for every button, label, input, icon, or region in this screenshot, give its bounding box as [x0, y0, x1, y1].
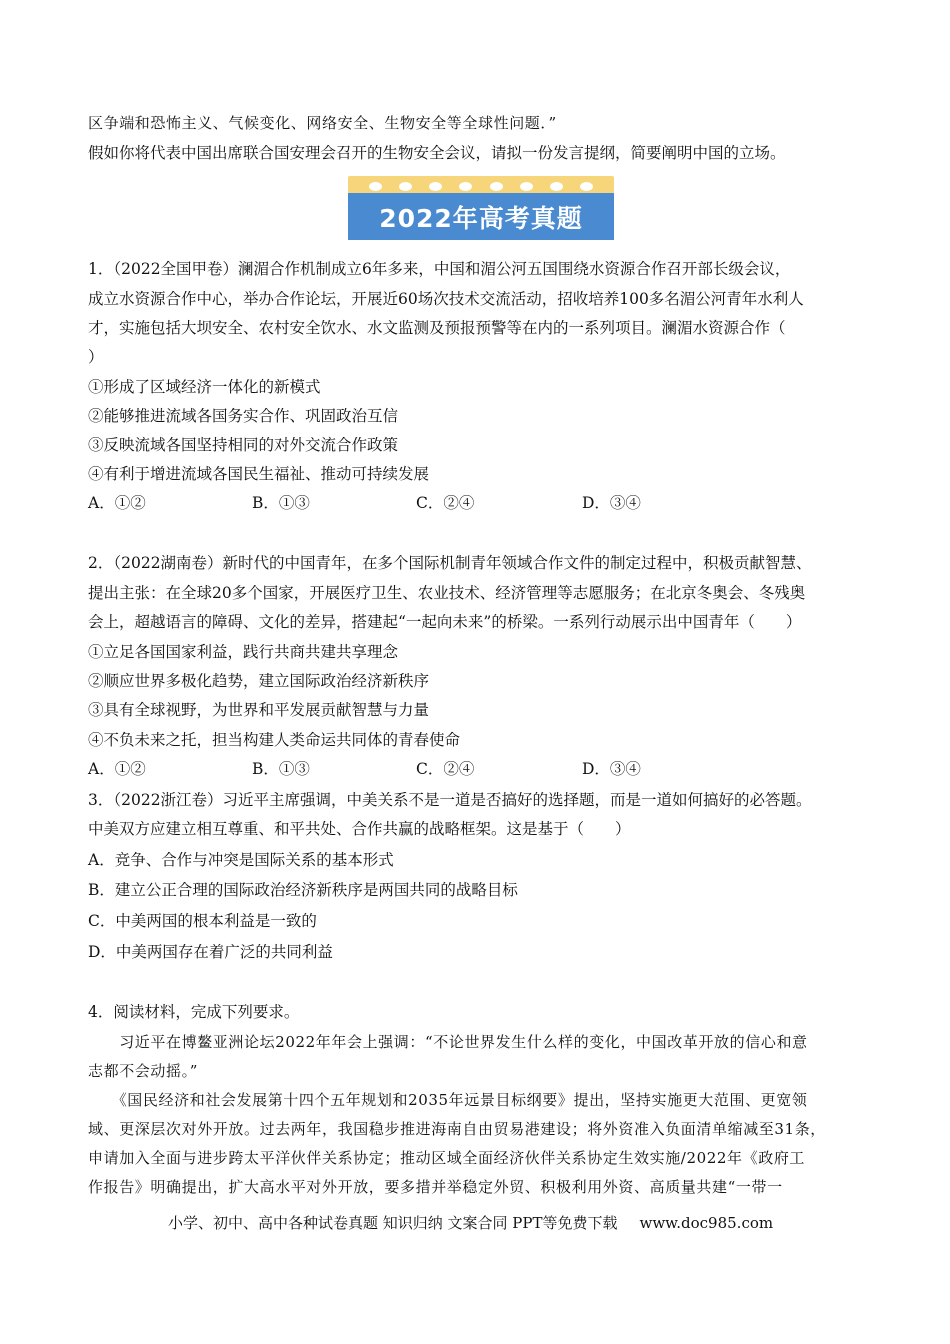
q1-option-b: B．①③ [252, 494, 310, 512]
q2-line-1: 2．（2022湖南卷）新时代的中国青年，在多个国际机制青年领域合作文件的制定过程中，积极贡献智慧、 [88, 554, 812, 572]
q3-option-b: B．建立公正合理的国际政治经济新秩序是两国共同的战略目标 [88, 881, 518, 899]
q1-statement-2: ②能够推进流域各国务实合作、巩固政治互信 [88, 407, 399, 425]
q4-material-4: 域、更深层次对外开放。过去两年，我国稳步推进海南自由贸易港建设；将外资准入负面清单缩减至31条， [88, 1120, 826, 1138]
q1-line-3: 才，实施包括大坝安全、农村安全饮水、水文监测及预报预警等在内的一系列项目。澜湄水资源合作（ [88, 319, 786, 337]
q2-line-3: 会上，超越语言的障碍、文化的差异，搭建起“一起向未来”的桥梁。一系列行动展示出中国青年（ ） [88, 613, 802, 631]
q4-material-5: 申请加入全面与进步跨太平洋伙伴关系协定；推动区域全面经济伙伴关系协定生效实施/2022年《政府工 [88, 1149, 806, 1167]
banner-title: 2022年高考真题 [379, 203, 583, 233]
q1-statement-1: ①形成了区域经济一体化的新模式 [88, 378, 321, 396]
intro-line-1: 区争端和恐怖主义、气候变化、网络安全、生物安全等全球性问题．” [88, 114, 557, 132]
q1-option-a: A．①② [88, 494, 146, 512]
q1-line-4: ） [88, 348, 104, 366]
footer-url[interactable]: www.doc985.com [639, 1214, 774, 1232]
footer-text: 小学、初中、高中各种试卷真题 知识归纳 文案合同 PPT等免费下载 [168, 1214, 618, 1232]
q1-line-2: 成立水资源合作中心，举办合作论坛，开展近60场次技术交流活动，招收培养100多名湄公河青年水利人 [88, 290, 804, 308]
q2-option-c: C．②④ [416, 760, 475, 778]
q1-line-1: 1．（2022全国甲卷）澜湄合作机制成立6年多来，中国和湄公河五国围绕水资源合作召开部长级会议， [88, 260, 791, 278]
q1-statement-4: ④有利于增进流域各国民生福祉、推动可持续发展 [88, 465, 430, 483]
q1-option-c: C．②④ [416, 494, 475, 512]
q4-material-1: 习近平在博鳌亚洲论坛2022年年会上强调：“不论世界发生什么样的变化，中国改革开放的信心和意 [88, 1033, 808, 1051]
q2-statement-3: ③具有全球视野，为世界和平发展贡献智慧与力量 [88, 701, 430, 719]
q2-option-a: A．①② [88, 760, 146, 778]
q3-line-2: 中美双方应建立相互尊重、和平共处、合作共赢的战略框架。这是基于（ ） [88, 820, 631, 838]
q2-option-b: B．①③ [252, 760, 310, 778]
q2-statement-1: ①立足各国国家利益，践行共商共建共享理念 [88, 643, 399, 661]
q3-option-d: D．中美两国存在着广泛的共同利益 [88, 943, 333, 961]
q4-material-6: 作报告》明确提出，扩大高水平对外开放，要多措并举稳定外贸、积极利用外资、高质量共建“一带一 [88, 1178, 783, 1196]
q4-material-2: 志都不会动摇。” [88, 1062, 198, 1080]
q3-line-1: 3．（2022浙江卷）习近平主席强调，中美关系不是一道是否搞好的选择题，而是一道如何搞好的必答题。 [88, 791, 812, 809]
section-banner [348, 176, 614, 240]
q2-statement-2: ②顺应世界多极化趋势，建立国际政治经济新秩序 [88, 672, 430, 690]
q3-option-a: A．竞争、合作与冲突是国际关系的基本形式 [88, 851, 394, 869]
q1-statement-3: ③反映流域各国坚持相同的对外交流合作政策 [88, 436, 399, 454]
q1-option-d: D．③④ [582, 494, 641, 512]
q4-head: 4．阅读材料，完成下列要求。 [88, 1003, 300, 1021]
q2-option-d: D．③④ [582, 760, 641, 778]
q2-line-2: 提出主张：在全球20多个国家，开展医疗卫生、农业技术、经济管理等志愿服务；在北京冬奥会、冬残奥 [88, 584, 806, 602]
q4-material-3: 《国民经济和社会发展第十四个五年规划和2035年远景目标纲要》提出，坚持实施更大范围、更宽领 [88, 1091, 808, 1109]
q2-statement-4: ④不负未来之托，担当构建人类命运共同体的青春使命 [88, 731, 461, 749]
intro-line-2: 假如你将代表中国出席联合国安理会召开的生物安全会议，请拟一份发言提纲，简要阐明中国的立场。 [88, 144, 786, 162]
q3-option-c: C．中美两国的根本利益是一致的 [88, 912, 317, 930]
page-footer [168, 1212, 773, 1233]
